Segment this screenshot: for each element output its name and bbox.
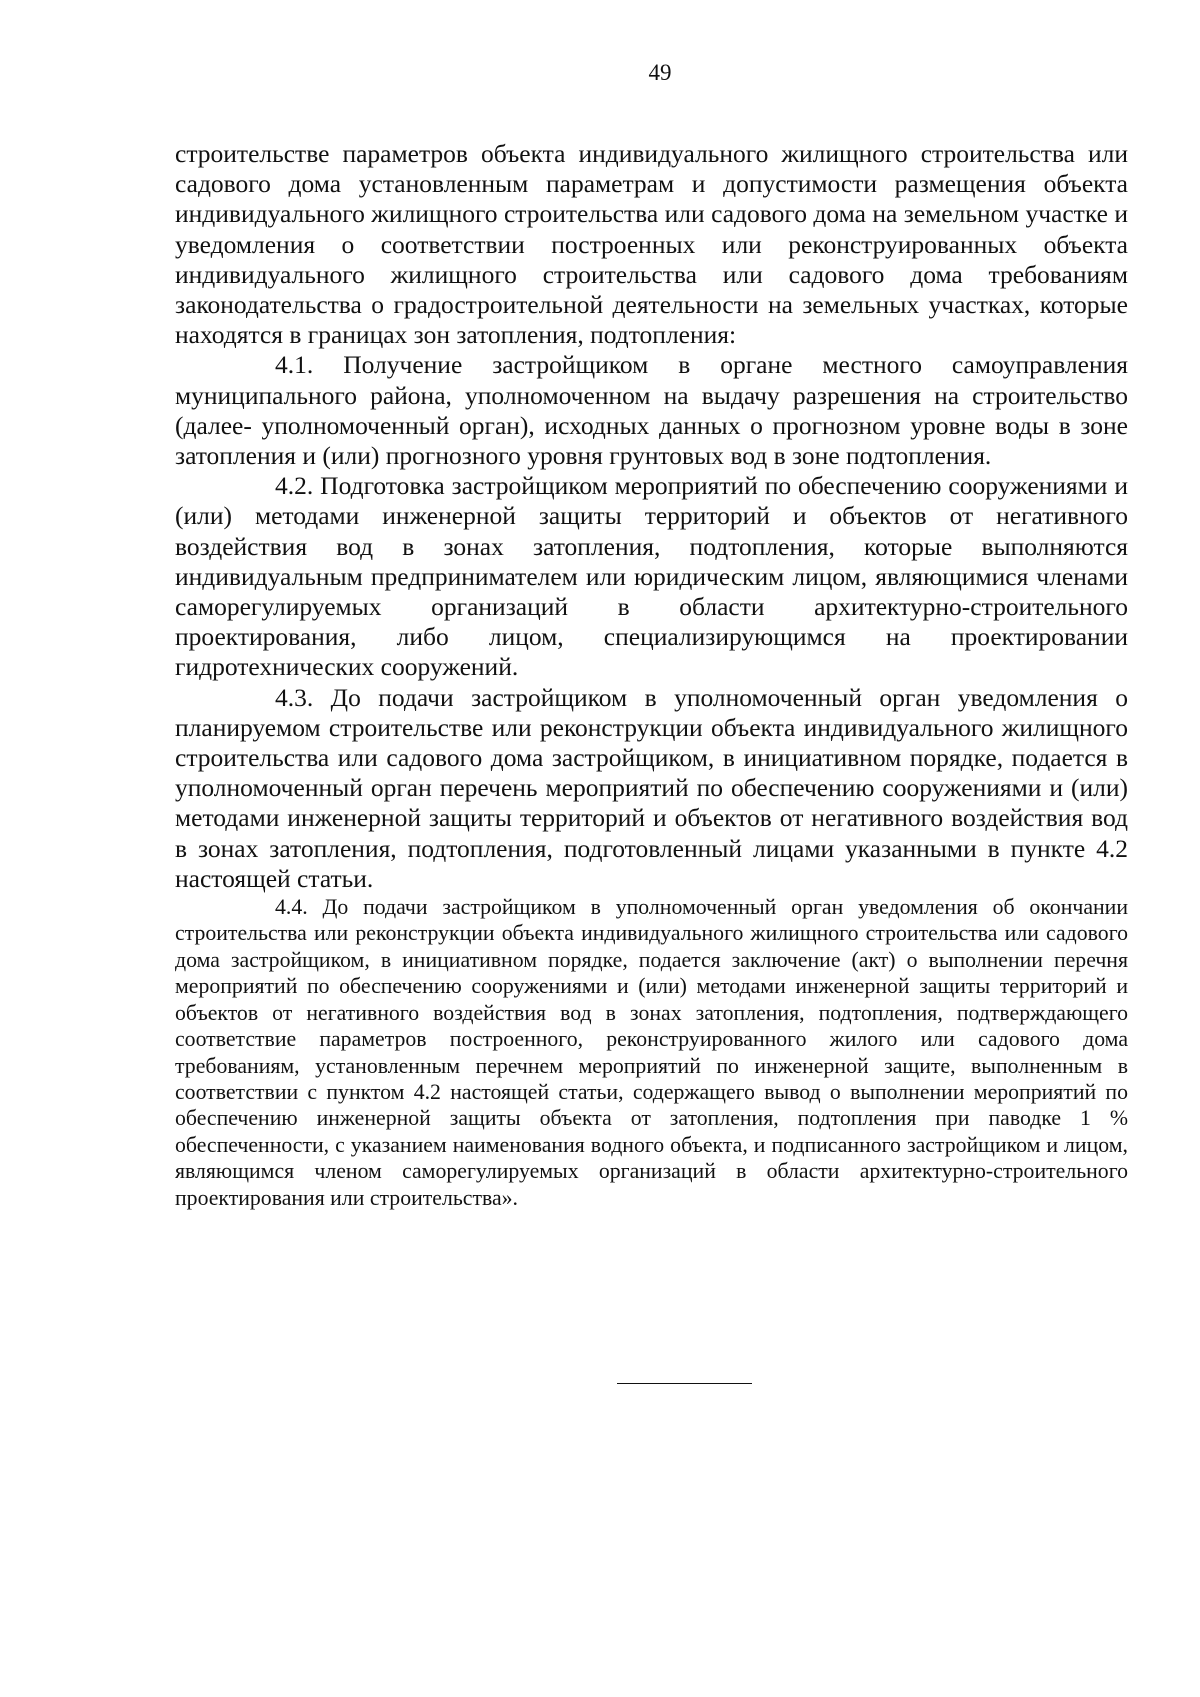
page-number: 49 xyxy=(648,60,672,85)
paragraph-4-2: 4.2. Подготовка застройщиком мероприятий по обеспечению сооружениями и (или) методами инженерной защиты территорий и объектов от негативного воздействия вод в зонах затопления, подтопления, которые выполняются индивидуальным предпринимателем или юридическим лицом, являющимися членами саморегулируемых организаций в области архитектурно-строительного проектирования, либо лицом, специализирующимся на проектировании гидротехнических сооружений. xyxy=(175,471,1128,682)
document-body xyxy=(175,139,1128,1211)
paragraph-continuation: строительстве параметров объекта индивидуального жилищного строительства или садового дома установленным параметрам и допустимости размещения объекта индивидуального жилищного строительства или садового дома на земельном участке и уведомления о соответствии построенных или реконструированных объекта индивидуального жилищного строительства или садового дома требованиям законодательства о градостроительной деятельности на земельных участках, которые находятся в границах зон затопления, подтопления: xyxy=(175,139,1128,350)
closing-divider xyxy=(617,1383,752,1384)
paragraph-4-1: 4.1. Получение застройщиком в органе местного самоуправления муниципального района, уполномоченном на выдачу разрешения на строительство (далее- уполномоченный орган), исходных данных о прогнозном уровне воды в зоне затопления и (или) прогнозного уровня грунтовых вод в зоне подтопления. xyxy=(175,350,1128,471)
paragraph-4-4: 4.4. До подачи застройщиком в уполномоченный орган уведомления об окончании строительства или реконструкции объекта индивидуального жилищного строительства или садового дома застройщиком, в инициативном порядке, подается заключение (акт) о выполнении перечня мероприятий по обеспечению сооружениями и (или) методами инженерной защиты территорий и объектов от негативного воздействия вод в зонах затопления, подтопления, подтверждающего соответствие параметров построенного, реконструированного жилого или садового дома требованиям, установленным перечнем мероприятий по инженерной защите, выполненным в соответствии с пунктом 4.2 настоящей статьи, содержащего вывод о выполнении мероприятий по обеспечению инженерной защиты объекта от затопления, подтопления при паводке 1 % обеспеченности, с указанием наименования водного объекта, и подписанного застройщиком и лицом, являющимся членом саморегулируемых организаций в области архитектурно-строительного проектирования или строительства». xyxy=(175,895,1128,1210)
paragraph-4-3: 4.3. До подачи застройщиком в уполномоченный орган уведомления о планируемом строительстве или реконструкции объекта индивидуального жилищного строительства или садового дома застройщиком, в инициативном порядке, подается в уполномоченный орган перечень мероприятий по обеспечению сооружениями и (или) методами инженерной защиты территорий и объектов от негативного воздействия вод в зонах затопления, подтопления, подготовленный лицами указанными в пункте 4.2 настоящей статьи. xyxy=(175,682,1128,893)
